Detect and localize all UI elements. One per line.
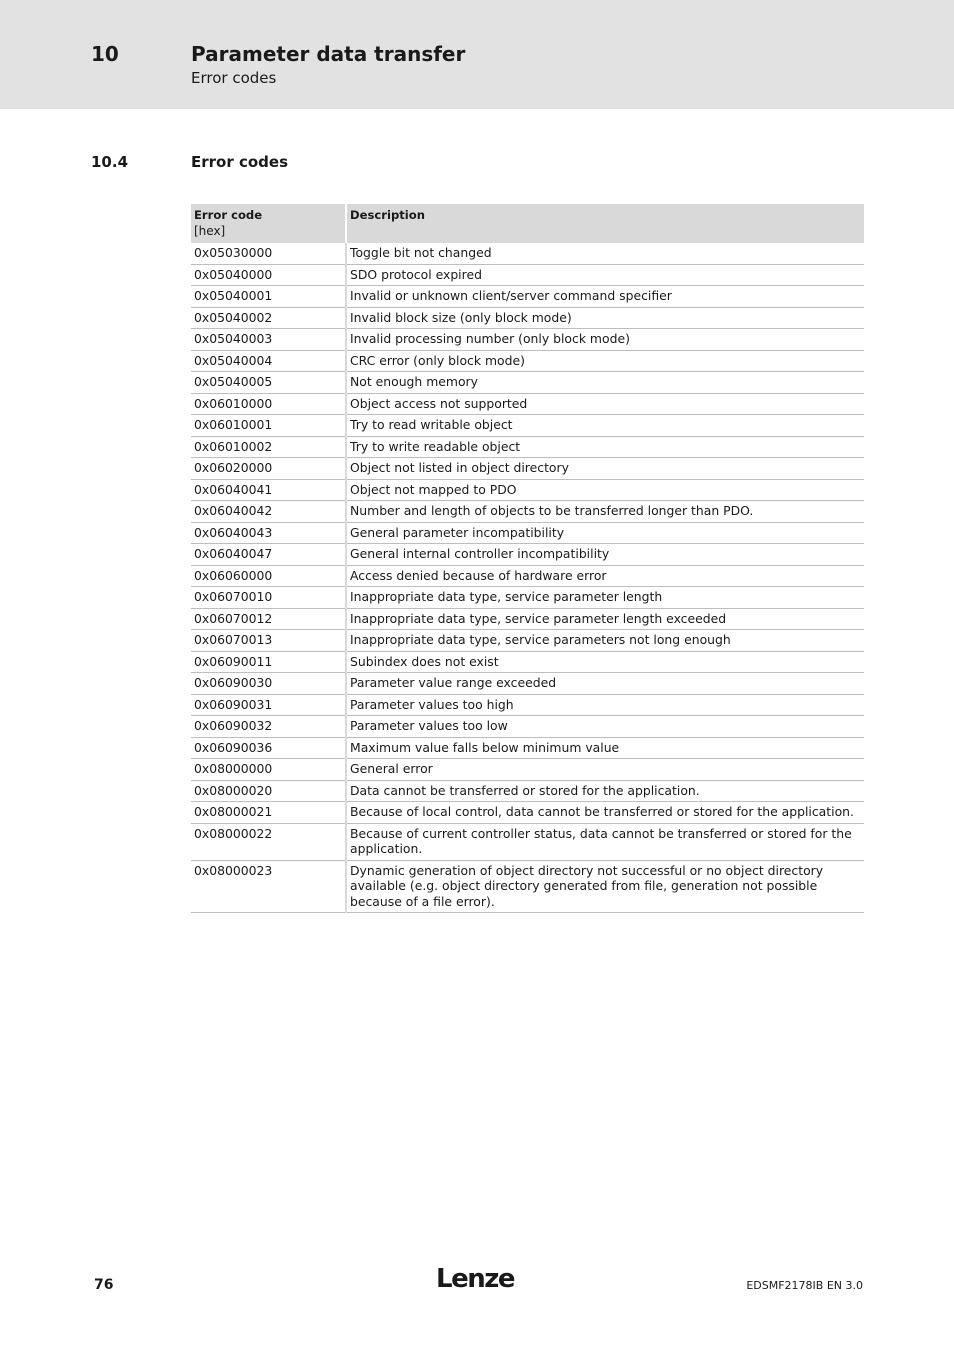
chapter-subtitle: Error codes [191,69,277,87]
description-cell: Parameter values too high [346,694,864,716]
description-cell: Maximum value falls below minimum value [346,737,864,759]
table-row [191,630,864,652]
description-cell: CRC error (only block mode) [346,350,864,372]
error-code-cell: 0x06010001 [191,415,346,437]
error-code-cell: 0x08000020 [191,780,346,802]
column-header-error-code-unit: [hex] [194,223,226,238]
error-code-cell: 0x06060000 [191,565,346,587]
error-code-cell: 0x08000023 [191,860,346,913]
description-cell: Invalid processing number (only block mode) [346,329,864,351]
error-code-cell: 0x06040047 [191,544,346,566]
document-id: EDSMF2178IB EN 3.0 [746,1279,863,1292]
lenze-logo: Lenze [436,1264,514,1294]
table-row [191,737,864,759]
error-code-cell: 0x06090031 [191,694,346,716]
description-cell: Invalid block size (only block mode) [346,307,864,329]
error-code-cell: 0x06090036 [191,737,346,759]
table-row [191,522,864,544]
description-cell: Parameter values too low [346,716,864,738]
error-code-cell: 0x06040043 [191,522,346,544]
table-row [191,565,864,587]
description-cell: Because of current controller status, data cannot be transferred or stored for the application. [346,823,864,860]
column-header-error-code [191,204,346,243]
table-row [191,350,864,372]
error-code-cell: 0x06040042 [191,501,346,523]
table-row [191,694,864,716]
error-code-cell: 0x05040002 [191,307,346,329]
description-cell: General internal controller incompatibility [346,544,864,566]
error-code-cell: 0x05040003 [191,329,346,351]
description-cell: Subindex does not exist [346,651,864,673]
description-cell: Object access not supported [346,393,864,415]
section-title: Error codes [191,153,289,171]
table-row [191,243,864,264]
error-code-cell: 0x05040000 [191,264,346,286]
error-code-cell: 0x08000000 [191,759,346,781]
table-row [191,436,864,458]
description-cell: Dynamic generation of object directory not successful or no object directory available (e.g. object directory generated from file, generation not possible because of a file error). [346,860,864,913]
description-cell: Number and length of objects to be transferred longer than PDO. [346,501,864,523]
error-code-cell: 0x05040004 [191,350,346,372]
error-code-cell: 0x06090011 [191,651,346,673]
error-code-table [191,204,864,913]
description-cell: Inappropriate data type, service parameter length [346,587,864,609]
table-row [191,823,864,860]
error-code-cell: 0x05040001 [191,286,346,308]
chapter-title: Parameter data transfer [191,42,466,66]
table-row [191,651,864,673]
error-code-cell: 0x06090032 [191,716,346,738]
description-cell: General parameter incompatibility [346,522,864,544]
error-code-cell: 0x05030000 [191,243,346,264]
description-cell: Inappropriate data type, service parameter length exceeded [346,608,864,630]
error-code-cell: 0x06070010 [191,587,346,609]
header-band [0,0,954,109]
column-header-description: Description [346,204,864,243]
error-code-cell: 0x06010000 [191,393,346,415]
error-code-cell: 0x06020000 [191,458,346,480]
error-code-cell: 0x06070013 [191,630,346,652]
table-row [191,501,864,523]
column-header-error-code-label: Error code [194,208,263,222]
description-cell: Not enough memory [346,372,864,394]
description-cell: Toggle bit not changed [346,243,864,264]
page-number: 76 [94,1277,114,1293]
description-cell: Because of local control, data cannot be transferred or stored for the application. [346,802,864,824]
description-cell: Invalid or unknown client/server command specifier [346,286,864,308]
section-number: 10.4 [91,153,129,171]
table-row [191,587,864,609]
table-body [191,243,864,913]
table-row [191,307,864,329]
error-code-cell: 0x06010002 [191,436,346,458]
description-cell: Data cannot be transferred or stored for the application. [346,780,864,802]
table-row [191,780,864,802]
description-cell: Inappropriate data type, service parameters not long enough [346,630,864,652]
chapter-number: 10 [91,42,119,66]
error-code-cell: 0x08000022 [191,823,346,860]
table-row [191,264,864,286]
table-row [191,759,864,781]
error-code-cell: 0x08000021 [191,802,346,824]
description-cell: Access denied because of hardware error [346,565,864,587]
description-cell: Parameter value range exceeded [346,673,864,695]
description-cell: Object not listed in object directory [346,458,864,480]
description-cell: Try to read writable object [346,415,864,437]
table-row [191,479,864,501]
description-cell: Try to write readable object [346,436,864,458]
table-header-row [191,204,864,243]
error-code-cell: 0x06090030 [191,673,346,695]
table-row [191,329,864,351]
error-code-cell: 0x06070012 [191,608,346,630]
table-row [191,802,864,824]
table-row [191,608,864,630]
table-row [191,372,864,394]
table-row [191,860,864,913]
description-cell: SDO protocol expired [346,264,864,286]
table-row [191,673,864,695]
table-row [191,393,864,415]
table-row [191,544,864,566]
table-row [191,415,864,437]
description-cell: Object not mapped to PDO [346,479,864,501]
table-row [191,286,864,308]
table-row [191,458,864,480]
description-cell: General error [346,759,864,781]
table-row [191,716,864,738]
error-code-cell: 0x05040005 [191,372,346,394]
error-code-cell: 0x06040041 [191,479,346,501]
